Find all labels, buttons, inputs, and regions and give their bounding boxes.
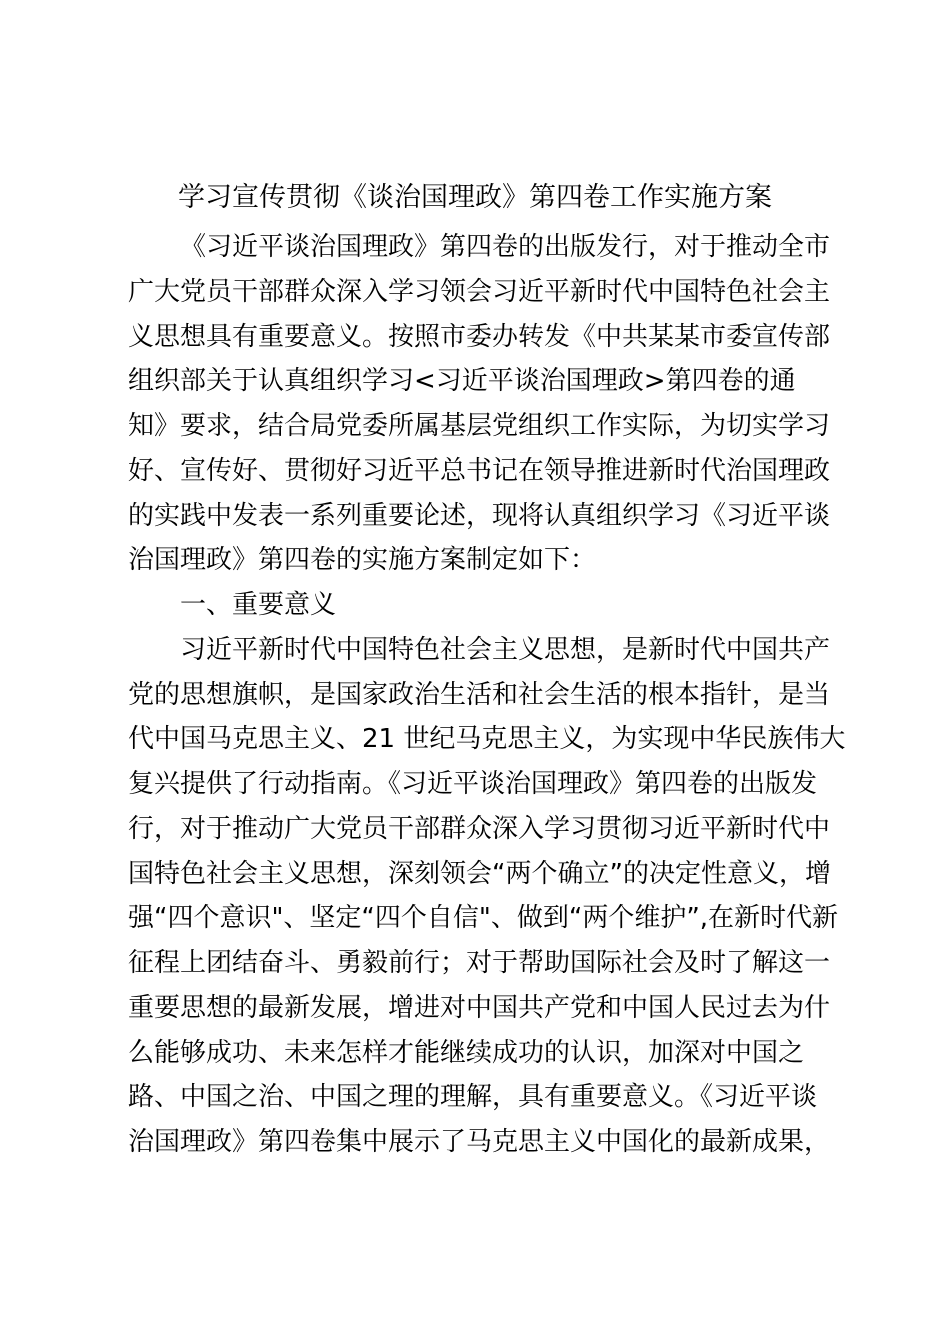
paragraph-line: 知》要求，结合局党委所属基层党组织工作实际，为切实学习 — [128, 411, 831, 441]
paragraph-line: 复兴提供了行动指南。《习近平谈治国理政》第四卷的出版发 — [128, 769, 818, 799]
paragraph-line: 《习近平谈治国理政》第四卷的出版发行，对于推动全市 — [180, 232, 831, 262]
document-body — [128, 225, 846, 1165]
paragraph-line: 习近平新时代中国特色社会主义思想，是新时代中国共产 — [180, 634, 831, 665]
section-heading: 一、重要意义 — [180, 590, 337, 620]
paragraph-line: 征程上团结奋斗、勇毅前行；对于帮助国际社会及时了解这一 — [128, 948, 831, 978]
paragraph-line: 党的思想旗帜，是国家政治生活和社会生活的根本指针，是当 — [128, 679, 831, 710]
paragraph-line: 路、中国之治、中国之理的理解，具有重要意义。《习近平谈 — [128, 1082, 818, 1113]
paragraph-line: 广大党员干部群众深入学习领会习近平新时代中国特色社会主 — [128, 276, 831, 307]
significance-paragraph — [128, 628, 846, 1165]
paragraph-line: 治国理政》第四卷集中展示了马克思主义中国化的最新成果， — [128, 1127, 831, 1157]
document-title: 学习宣传贯彻《谈治国理政》第四卷工作实施方案 — [178, 182, 772, 213]
paragraph-line: 治国理政》第四卷的实施方案制定如下： — [128, 545, 597, 576]
paragraph-line: 么能够成功、未来怎样才能继续成功的认识，加深对中国之 — [128, 1037, 805, 1068]
paragraph-line: 行，对于推动广大党员干部群众深入学习贯彻习近平新时代中 — [128, 813, 831, 844]
paragraph-line: 国特色社会主义思想，深刻领会“两个确立”的决定性意义，增 — [128, 858, 831, 889]
paragraph-line: 组织部关于认真组织学习<习近平谈治国理政>第四卷的通 — [128, 366, 796, 397]
paragraph-line: 义思想具有重要意义。按照市委办转发《中共某某市委宣传部 — [128, 321, 831, 352]
paragraph-line: 强“四个意识"、坚定“四个自信"、做到“两个维护”,在新时代新 — [128, 903, 839, 934]
paragraph-line: 代中国马克思主义、21 世纪马克思主义，为实现中华民族伟大 — [128, 724, 846, 755]
paragraph-line: 好、宣传好、贯彻好习近平总书记在领导推进新时代治国理政 — [128, 455, 831, 486]
intro-paragraph — [128, 225, 831, 583]
paragraph-line: 重要思想的最新发展，增进对中国共产党和中国人民过去为什 — [128, 992, 831, 1023]
paragraph-line: 的实践中发表一系列重要论述，现将认真组织学习《习近平谈 — [128, 500, 831, 531]
